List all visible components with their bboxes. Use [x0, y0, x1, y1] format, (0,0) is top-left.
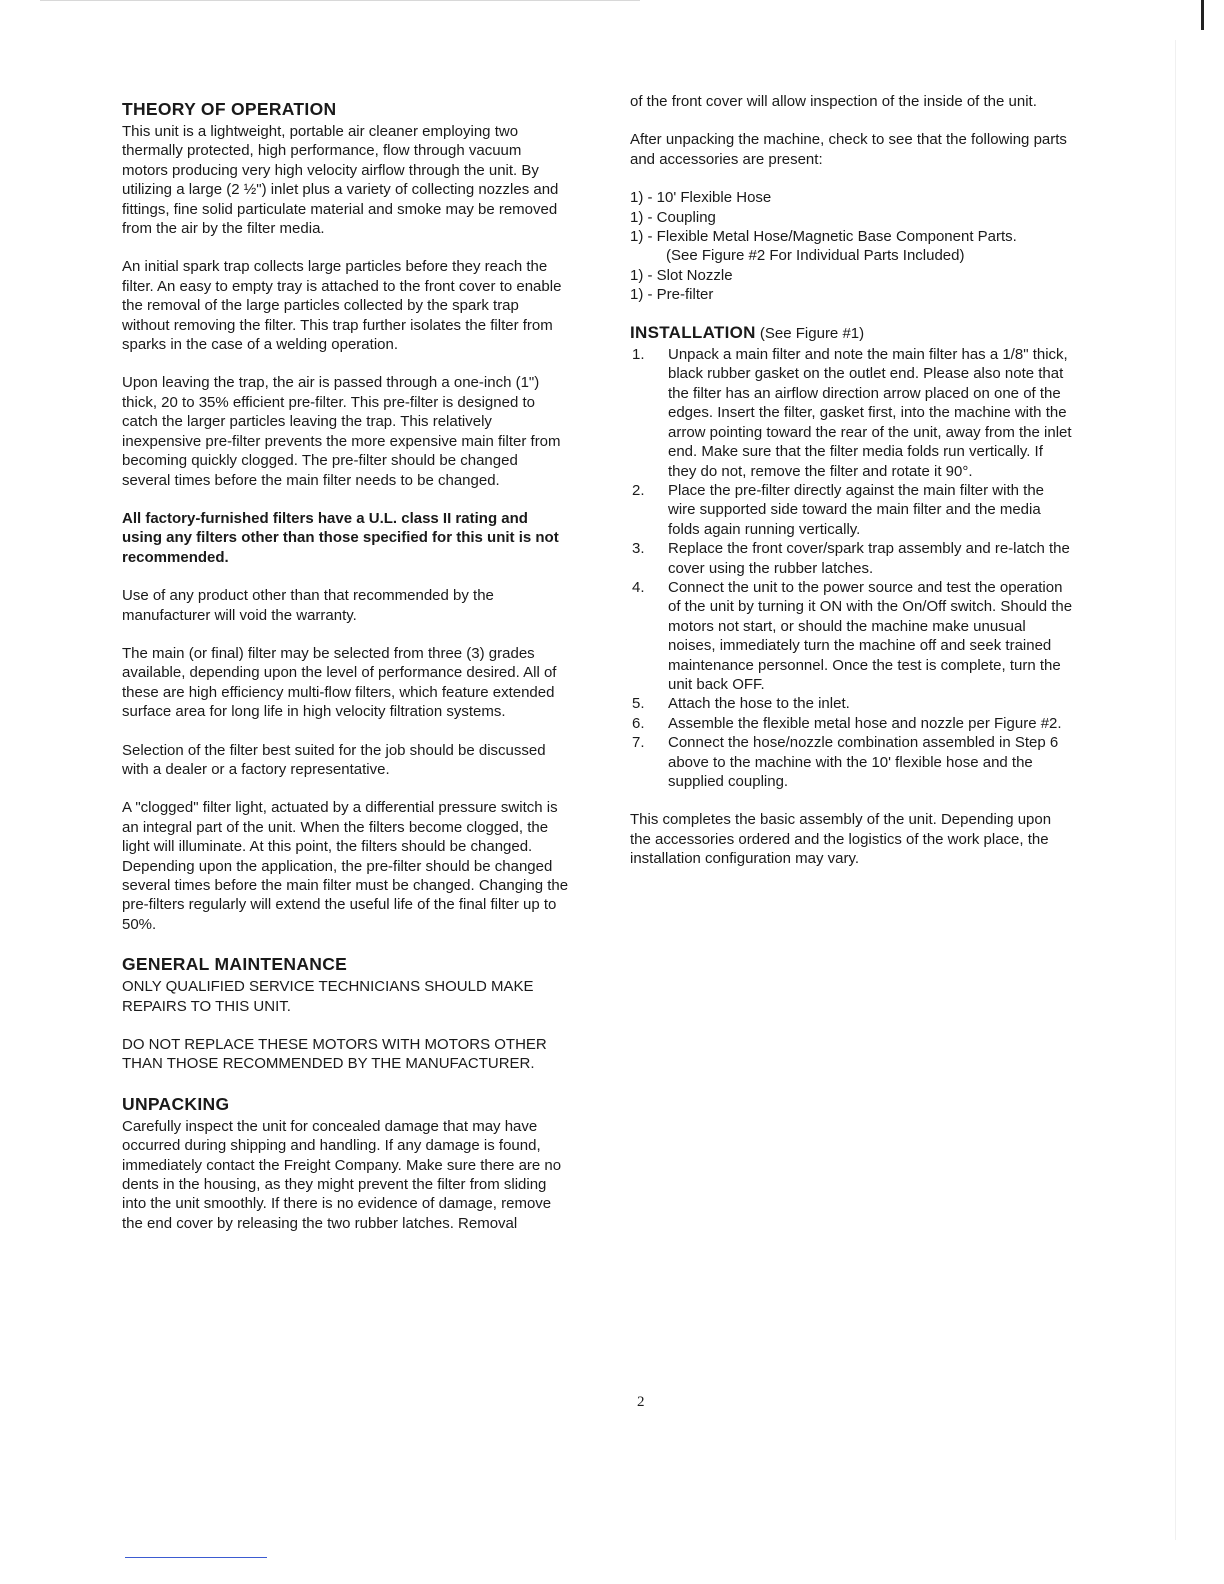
list-item: 1) - Slot Nozzle — [630, 266, 733, 284]
checklist-intro: After unpacking the machine, check to see that the following parts and accessories are present: — [630, 131, 1067, 168]
theory-paragraph-6: The main (or final) filter may be selected from three (3) grades available, depending upon the level of performance desired. All of these are high efficiency multi-flow filters, which feature extended surface area for long life in high velocity filtration systems. — [122, 644, 557, 721]
installation-heading-line — [630, 323, 1075, 343]
general-maintenance-section — [122, 953, 570, 1074]
theory-paragraph-2: An initial spark trap collects large particles before they reach the filter. An easy to empty tray is attached to the front cover to enable the removal of the large particles collected by the spark trap without removing the filter. This trap further isolates the filter from sparks in the case of a welding operation. — [122, 258, 562, 354]
step-number: 7. — [632, 734, 645, 752]
theory-heading: THEORY OF OPERATION — [122, 99, 337, 119]
list-item — [630, 578, 1075, 694]
step-text: Place the pre-filter directly against the main filter with the wire supported side toward the main filter and the media folds again running vertically. — [668, 481, 1045, 538]
step-number: 1. — [632, 346, 645, 364]
list-item — [630, 714, 1075, 733]
list-item — [630, 481, 1075, 539]
list-item — [630, 694, 1075, 713]
maintenance-heading: GENERAL MAINTENANCE — [122, 954, 348, 975]
step-text: Connect the hose/nozzle combination assembled in Step 6 above to the machine with the 10' flexible hose and the supplied coupling. — [668, 734, 1059, 790]
maintenance-paragraph-1: ONLY QUALIFIED SERVICE TECHNICIANS SHOULD MAKE REPAIRS TO THIS UNIT. — [122, 978, 534, 1015]
step-text: Connect the unit to the power source and test the operation of the unit by turning it ON with the On/Off switch. Should the motors not start, or should the machine make unusual noises, immediately turn the machine off and seek trained maintenance personnel. Once the test is complete, turn the unit back OFF. — [668, 578, 1073, 693]
top-scan-rule — [40, 0, 640, 1]
bottom-rule — [125, 1557, 267, 1558]
parts-list — [630, 188, 1075, 304]
step-number: 6. — [632, 714, 645, 732]
list-item — [630, 539, 1075, 578]
list-item — [630, 345, 1075, 481]
unpacking-continued: of the front cover will allow inspection of the inside of the unit. — [630, 93, 1037, 110]
theory-paragraph-3: Upon leaving the trap, the air is passed through a one-inch (1") thick, 20 to 35% efficient pre-filter. This pre-filter is designed to catch the larger particles leaving the trap. This relatively inexpensive pre-filter prevents the more expensive main filter from becoming quickly clogged. The pre-filter should be changed several times before the main filter needs to be changed. — [122, 374, 561, 489]
step-text: Attach the hose to the inlet. — [668, 695, 850, 713]
step-number: 4. — [632, 578, 645, 596]
edge-mark — [1201, 0, 1204, 30]
left-column — [122, 98, 570, 1252]
scan-edge — [1175, 40, 1176, 1540]
installation-heading: INSTALLATION — [630, 322, 756, 342]
unpacking-paragraph: Carefully inspect the unit for concealed damage that may have occurred during shipping and handling. If any damage is found, immediately contact the Freight Company. Make sure there are no dents in the housing, as they might prevent the filter from sliding into the unit smoothly. If there is no evidence of damage, remove the end cover by releasing the two rubber latches. Removal — [122, 1117, 562, 1232]
unpacking-section — [122, 1093, 570, 1233]
theory-of-operation-section — [122, 98, 570, 934]
page-number: 2 — [637, 1394, 645, 1410]
step-number: 2. — [632, 481, 645, 499]
installation-steps — [630, 345, 1075, 791]
step-number: 5. — [632, 695, 645, 713]
filter-rating-notice: All factory-furnished filters have a U.L. class II rating and using any filters other than those specified for this unit is not recommended. — [122, 509, 559, 566]
list-item: 1) - Pre-filter — [630, 286, 714, 304]
list-item: 1) - 10' Flexible Hose — [630, 189, 772, 207]
step-number: 3. — [632, 540, 645, 558]
closing-paragraph: This completes the basic assembly of the unit. Depending upon the accessories ordered and the logistics of the work place, the installation configuration may vary. — [630, 811, 1052, 868]
theory-paragraph-8: A "clogged" filter light, actuated by a differential pressure switch is an integral part of the unit. When the filters become clogged, the light will illuminate. At this point, the filters should be changed. Depending upon the application, the pre-filter should be changed several times before the main filter must be changed. Changing the pre-filters regularly will extend the useful life of the final filter up to 50%. — [122, 799, 569, 933]
list-item — [630, 733, 1075, 791]
list-item: 1) - Coupling — [630, 208, 716, 226]
step-text: Replace the front cover/spark trap assembly and re-latch the cover using the rubber latches. — [668, 540, 1070, 577]
right-column — [630, 92, 1075, 888]
unpacking-heading: UNPACKING — [122, 1093, 230, 1114]
installation-section — [630, 323, 1075, 792]
list-item: 1) - Flexible Metal Hose/Magnetic Base Component Parts. — [630, 228, 1017, 246]
warranty-paragraph: Use of any product other than that recommended by the manufacturer will void the warranty. — [122, 587, 494, 624]
step-text: Unpack a main filter and note the main filter has a 1/8" thick, black rubber gasket on the outlet end. Please also note that the filter has an airflow direction arrow placed on one of the edges. Insert the filter, gasket first, into the machine with the arrow pointing toward the rear of the unit, away from the inlet end. Make sure that the filter media folds run vertically. If they do not, remove the filter and rotate it 90°. — [668, 346, 1072, 480]
theory-paragraph-1: This unit is a lightweight, portable air cleaner employing two thermally protected, high performance, flow through vacuum motors producing very high velocity airflow through the unit. By utilizing a large (2 ½") inlet plus a variety of collecting nozzles and fittings, fine solid particulate material and smoke may be removed from the air by the filter media. — [122, 123, 559, 238]
step-text: Assemble the flexible metal hose and nozzle per Figure #2. — [668, 714, 1062, 732]
list-item-note: (See Figure #2 For Individual Parts Included) — [666, 247, 965, 265]
maintenance-paragraph-2: DO NOT REPLACE THESE MOTORS WITH MOTORS OTHER THAN THOSE RECOMMENDED BY THE MANUFACTURER. — [122, 1036, 547, 1073]
installation-heading-note: (See Figure #1) — [759, 324, 865, 342]
theory-paragraph-7: Selection of the filter best suited for the job should be discussed with a dealer or a factory representative. — [122, 741, 546, 778]
